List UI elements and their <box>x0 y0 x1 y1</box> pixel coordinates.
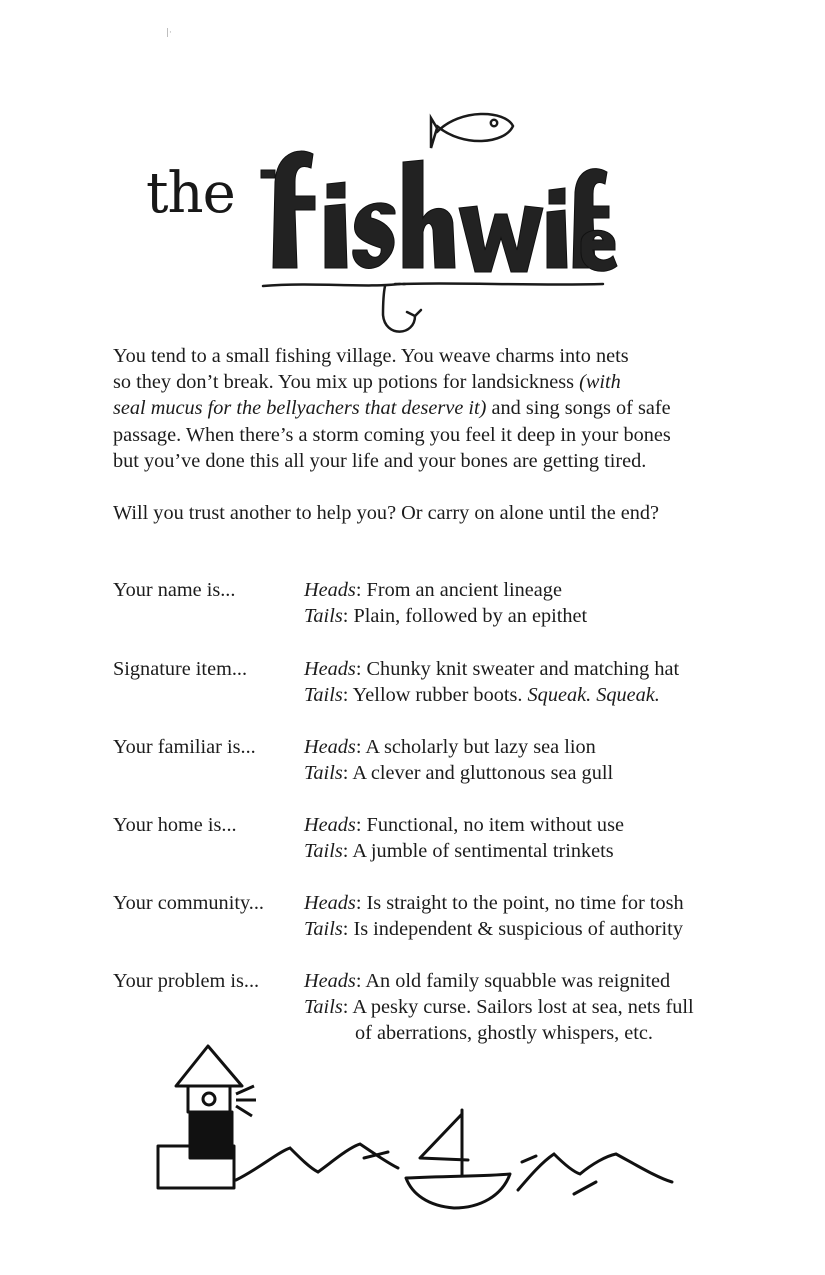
title-prefix: the <box>146 161 235 226</box>
intro-aside-2: seal mucus for the bellyachers that deserve it) <box>113 397 487 420</box>
tails-option <box>304 994 744 1046</box>
row-label: Your name is... <box>113 579 236 601</box>
tails-text: : Plain, followed by an epithet <box>342 605 588 627</box>
row-options <box>304 656 744 708</box>
row-label: Your community... <box>113 892 264 914</box>
row-options <box>304 890 744 942</box>
tails-option <box>304 760 744 786</box>
tails-option <box>304 916 744 942</box>
tails-label: Tails <box>304 996 343 1018</box>
lighthouse-drawing <box>158 1046 256 1188</box>
intro-aside-1: (with <box>579 371 621 394</box>
heads-label: Heads <box>304 814 356 836</box>
tails-option <box>304 682 744 708</box>
logo-lettering <box>261 151 617 272</box>
tails-text: : Yellow rubber boots. <box>342 684 528 706</box>
heads-label: Heads <box>304 970 356 992</box>
fishing-hook-line <box>263 283 603 331</box>
intro-line-2-text: so they don’t break. You mix up potions for landsickness <box>113 371 575 394</box>
intro-line-5: but you’ve done this all your life and your bones are getting tired. <box>113 449 647 472</box>
heads-option <box>304 734 744 760</box>
heads-option <box>304 656 744 682</box>
intro-line-2 <box>113 369 733 395</box>
tails-label: Tails <box>304 840 343 862</box>
corner-mark: |· <box>166 28 172 38</box>
tails-text: : A clever and gluttonous sea gull <box>342 762 614 784</box>
tails-text: : A jumble of sentimental trinkets <box>342 840 614 862</box>
sailboat-drawing <box>406 1110 510 1208</box>
heads-option <box>304 968 744 994</box>
heads-text: : Chunky knit sweater and matching hat <box>355 658 680 680</box>
heads-option <box>304 890 744 916</box>
intro-line-1: You tend to a small fishing village. You weave charms into nets <box>113 345 629 367</box>
heads-label: Heads <box>304 892 356 914</box>
fish-icon <box>431 114 513 148</box>
heads-label: Heads <box>304 736 356 758</box>
heads-text: : An old family squabble was reignited <box>355 970 671 992</box>
intro-paragraph <box>113 343 733 474</box>
tails-option <box>304 838 744 864</box>
heads-label: Heads <box>304 579 356 601</box>
intro-line-3-tail: and sing songs of safe <box>491 397 671 420</box>
row-options <box>304 734 744 786</box>
intro-line-3 <box>113 395 733 421</box>
row-label: Signature item... <box>113 658 248 680</box>
row-label: Your home is... <box>113 814 237 836</box>
row-options <box>304 812 744 864</box>
tails-label: Tails <box>304 684 343 706</box>
heads-text: : Functional, no item without use <box>355 814 624 836</box>
tails-continued: of aberrations, ghostly whispers, etc. <box>355 1022 653 1044</box>
row-label: Your familiar is... <box>113 736 256 758</box>
row-options <box>304 968 744 1046</box>
question-line: Will you trust another to help you? Or carry on alone until the end? <box>113 502 660 524</box>
heads-text: : A scholarly but lazy sea lion <box>355 736 596 758</box>
row-label: Your problem is... <box>113 970 260 992</box>
row-options <box>304 577 744 629</box>
tails-label: Tails <box>304 918 343 940</box>
fishwife-logo <box>255 110 625 345</box>
heads-option <box>304 577 744 603</box>
heads-option <box>304 812 744 838</box>
heads-text: : Is straight to the point, no time for tosh <box>355 892 684 914</box>
tails-label: Tails <box>304 605 343 627</box>
heads-text: : From an ancient lineage <box>355 579 562 601</box>
tails-option <box>304 603 744 629</box>
tails-label: Tails <box>304 762 343 784</box>
tails-text: : Is independent & suspicious of authority <box>342 918 683 940</box>
tails-emphasis: Squeak. Squeak. <box>527 684 660 706</box>
seaside-illustration <box>150 1040 680 1220</box>
intro-line-4: passage. When there’s a storm coming you feel it deep in your bones <box>113 423 671 446</box>
tails-text: : A pesky curse. Sailors lost at sea, nets full <box>342 996 694 1018</box>
heads-label: Heads <box>304 658 356 680</box>
waves-drawing <box>236 1144 672 1194</box>
